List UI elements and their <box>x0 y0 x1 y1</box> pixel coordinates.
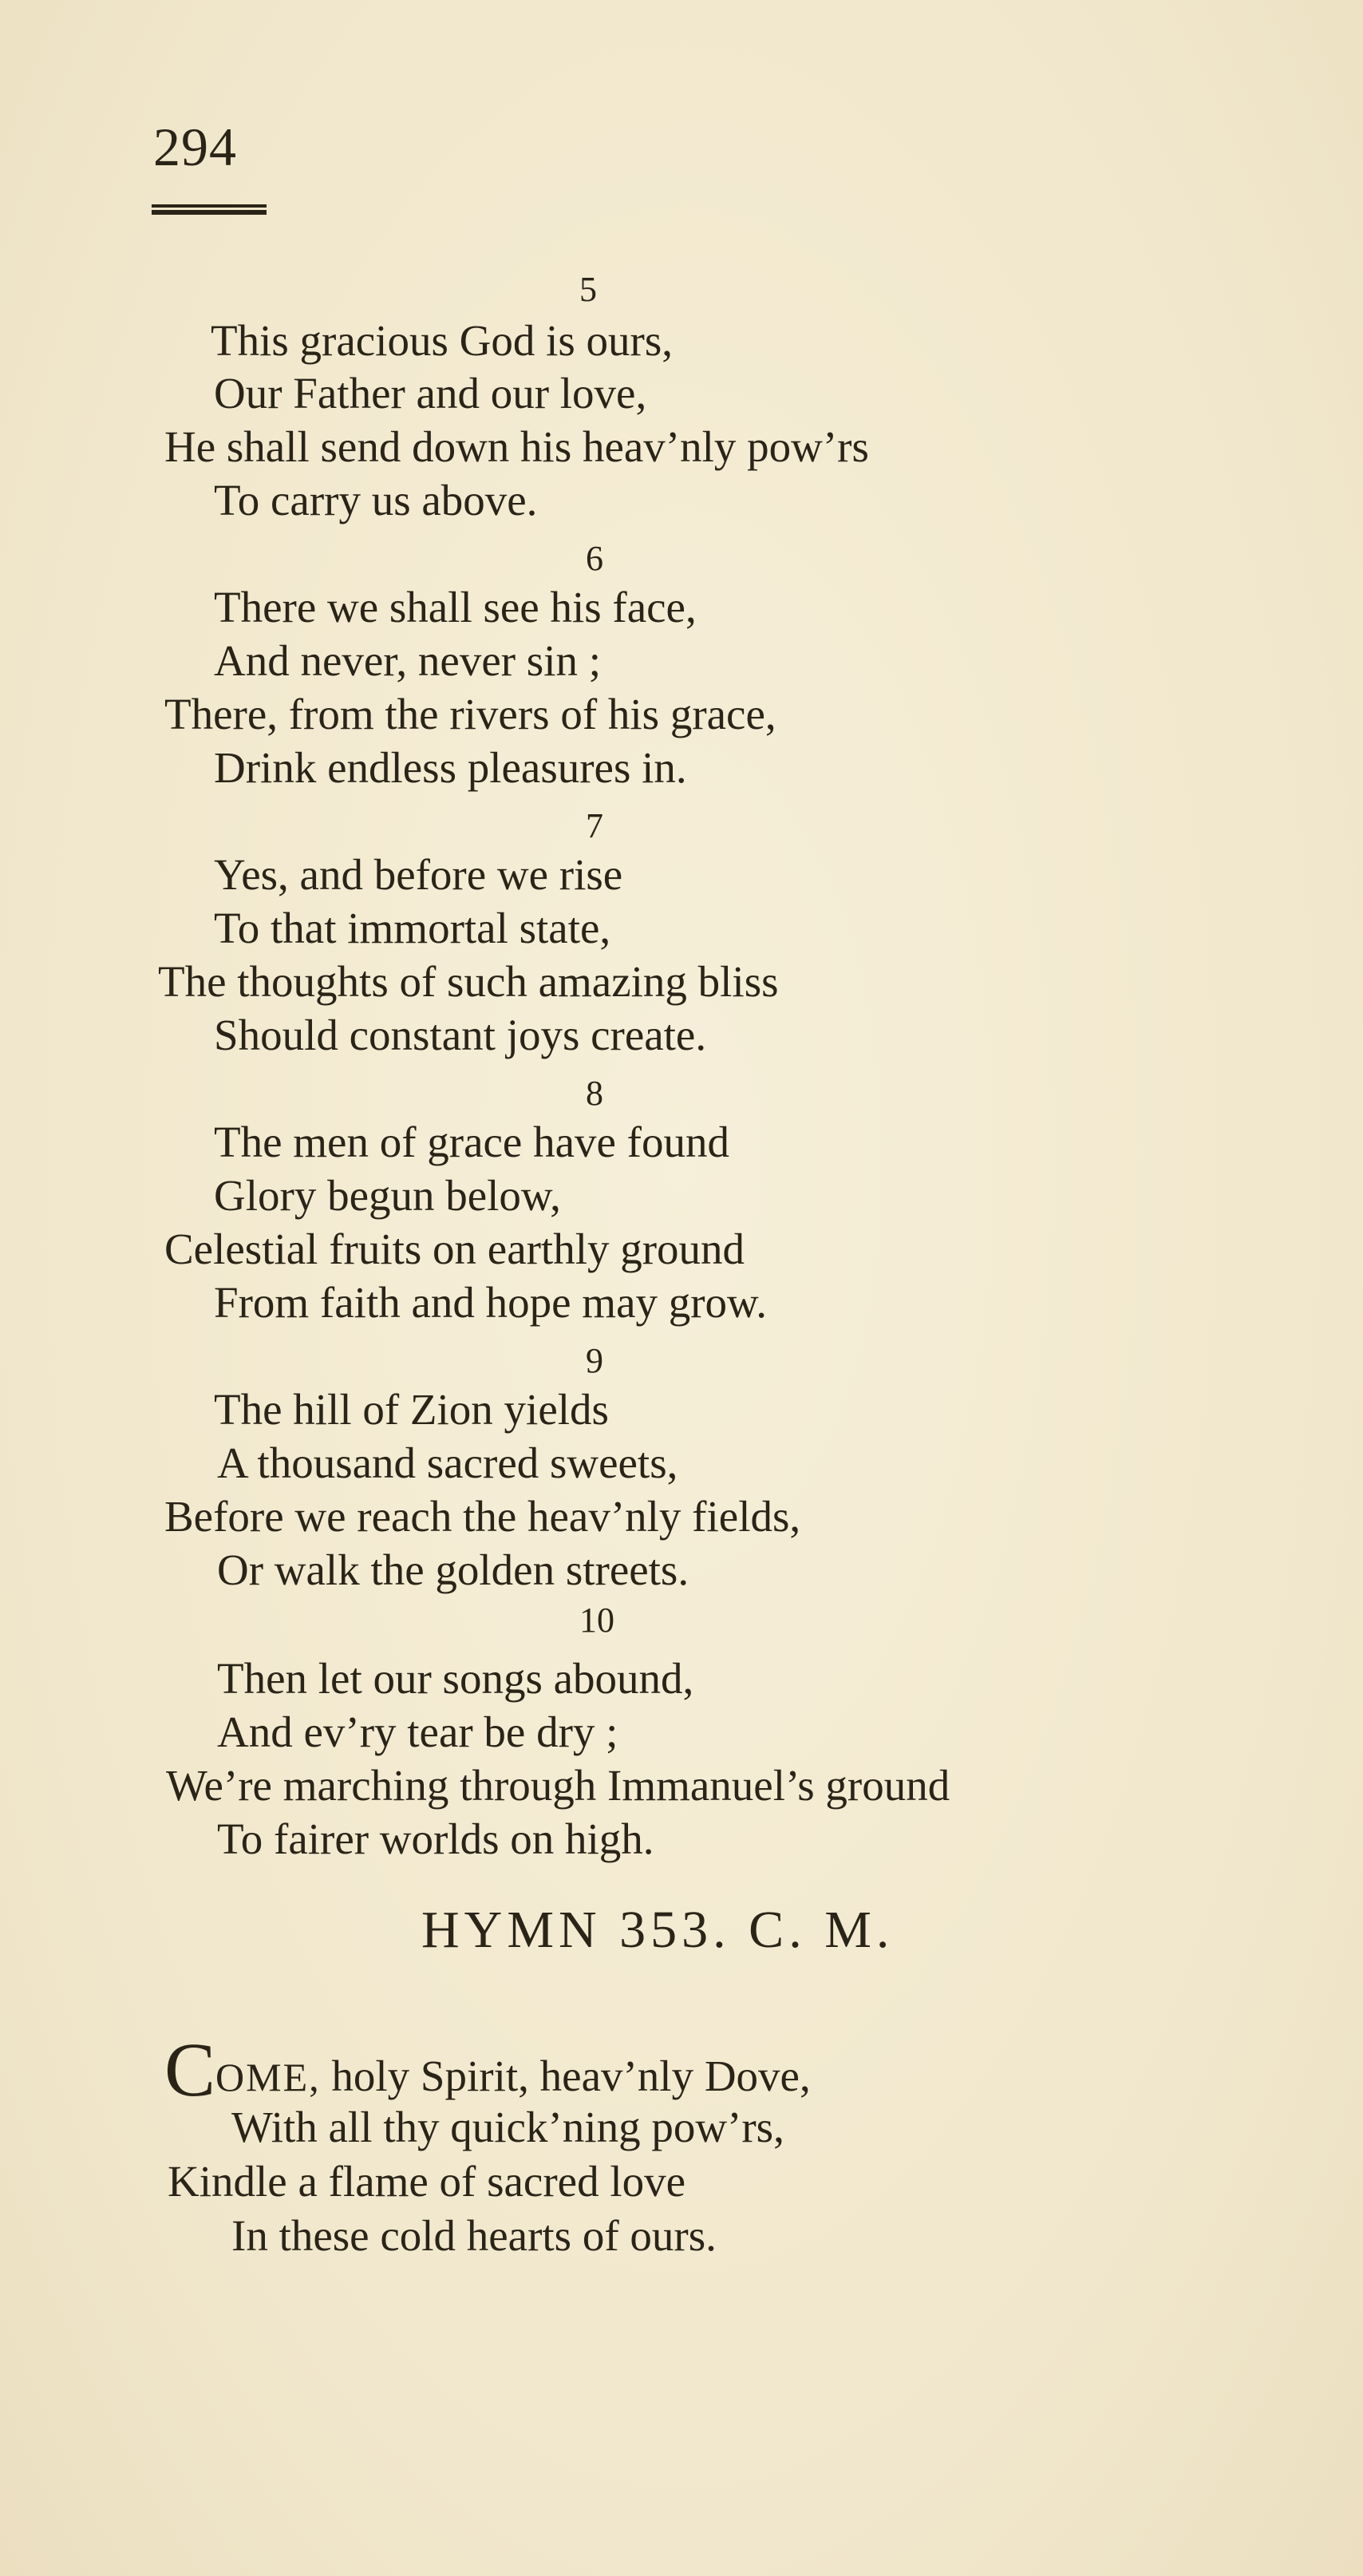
verse-line: Before we reach the heav’nly fields, <box>164 1492 801 1541</box>
hymn-line: Kindle a flame of sacred love <box>168 2157 686 2206</box>
verse-line: To fairer worlds on high. <box>217 1814 654 1863</box>
verse-number: 10 <box>579 1601 614 1640</box>
verse-line: To carry us above. <box>214 476 538 524</box>
verse-number: 5 <box>579 270 597 309</box>
verse-line: We’re marching through Immanuel’s ground <box>166 1761 950 1810</box>
verse-line: To that immortal state, <box>214 904 611 952</box>
hymn-line: In these cold hearts of ours. <box>231 2211 717 2260</box>
drop-cap: C <box>164 2027 216 2112</box>
verse-line: A thousand sacred sweets, <box>217 1438 678 1487</box>
verse-line: Or walk the golden streets. <box>217 1545 689 1594</box>
verse-line: There, from the rivers of his grace, <box>164 690 776 738</box>
verse-line: Our Father and our love, <box>214 369 647 417</box>
verse-number: 8 <box>586 1074 603 1113</box>
verse-line: There we shall see his face, <box>214 583 697 631</box>
verse-line: Yes, and before we rise <box>214 850 623 899</box>
verse-line: And never, never sin ; <box>214 636 602 685</box>
verse-line: The men of grace have found <box>214 1118 729 1166</box>
verse-line: Glory begun below, <box>214 1171 561 1220</box>
hymn-line: With all thy quick’ning pow’rs, <box>231 2103 784 2151</box>
header-rule <box>152 204 267 219</box>
verse-number: 9 <box>586 1341 603 1380</box>
verse-number: 6 <box>586 539 603 578</box>
verse-line: Celestial fruits on earthly ground <box>164 1225 745 1273</box>
hymn-first-line <box>164 2027 811 2112</box>
first-word-caps: OME, <box>215 2055 321 2099</box>
verse-line: He shall send down his heav’nly pow’rs <box>164 422 869 471</box>
page-number: 294 <box>153 117 237 177</box>
first-line-rest: holy Spirit, heav’nly Dove, <box>320 2052 811 2100</box>
verse-number: 7 <box>586 806 603 845</box>
verse-line: From faith and hope may grow. <box>214 1278 767 1327</box>
verse-line: And ev’ry tear be dry ; <box>217 1707 618 1756</box>
verse-line: This gracious God is ours, <box>211 316 673 365</box>
verse-line: Drink endless pleasures in. <box>214 743 687 792</box>
hymn-title: HYMN 353. C. M. <box>421 1901 895 1959</box>
verse-line: The hill of Zion yields <box>214 1385 609 1434</box>
verse-line: The thoughts of such amazing bliss <box>158 957 779 1006</box>
verse-line: Should constant joys create. <box>214 1011 707 1059</box>
verse-line: Then let our songs abound, <box>217 1654 694 1703</box>
